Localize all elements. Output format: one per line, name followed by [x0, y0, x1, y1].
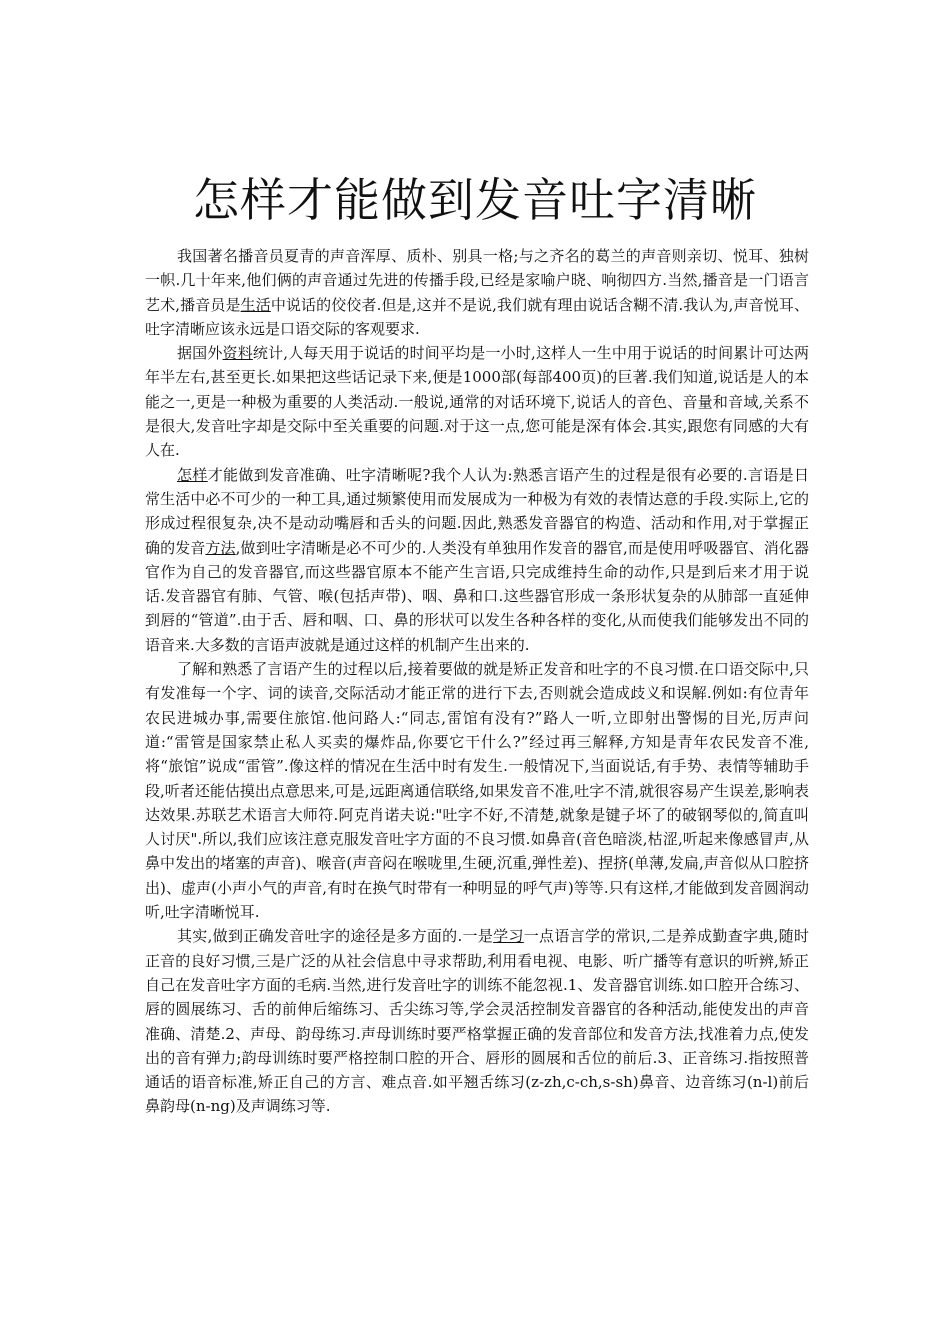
- underlined-term: 方法: [205, 538, 236, 557]
- paragraph-text: 我国著名播音员夏青的声音浑厚、质朴、别具一格;与之齐名的葛兰的声音则亲切、悦耳、独树一帜.几十年来,他们俩的声音通过先进的传播手段,已经是家喻户晓、响彻四方.当然,播音是一门语言艺术,播音员是: [145, 247, 809, 314]
- body-paragraph: [145, 341, 809, 462]
- underlined-term: 学习: [493, 927, 524, 946]
- paragraph-text: 了解和熟悉了言语产生的过程以后,接着要做的就是矫正发音和吐字的不良习惯.在口语交际中,只有发准每一个字、词的读音,交际活动才能正常的进行下去,否则就会造成歧义和误解.例如:有位青年农民进城办事,需要住旅馆.他问路人:“同志,雷馆有没有?”路人一听,立即射出警惕的目光,厉声问道:“雷管是国家禁止私人买卖的爆炸品,你要它干什么?”经过再三解释,方知是青年农民发音不准,将“旅馆”说成“雷管”.像这样的情况在生活中时有发生.一般情况下,当面说话,有手势、表情等辅助手段,听者还能估摸出点意思来,可是,远距离通信联络,如果发音不准,吐字不清,就很容易产生误差,影响表达效果.苏联艺术语言大师符.阿克肖诺夫说:"吐字不好,不清楚,就象是键子坏了的破钢琴似的,简直叫人讨厌".所以,我们应该注意克服发音吐字方面的不良习惯.如鼻音(音色暗淡,枯涩,听起来像感冒声,从鼻中发出的堵塞的声音)、喉音(声音闷在喉咙里,生硬,沉重,弹性差)、捏挤(单薄,发扁,声音似从口腔挤出)、虚声(小声小气的声音,有时在换气时带有一种明显的呼气声)等等.只有这样,才能做到发音圆润动听,吐字清晰悦耳.: [145, 660, 809, 922]
- underlined-term: 资料: [222, 344, 253, 363]
- paragraph-text: 其实,做到正确发音吐字的途径是多方面的.一是: [177, 927, 494, 946]
- paragraph-text: 才能做到发音准确、吐字清晰呢?我个人认为:熟悉言语产生的过程是很有必要的.言语是日常生活中必不可少的一种工具,通过频繁使用而发展成为一种极为有效的表情达意的手段.实际上,它的形成过程很复杂,决不是动动嘴唇和舌头的问题.因此,熟悉发音器官的构造、活动和作用,对于掌握正确的发音: [145, 465, 809, 557]
- underlined-term: 怎样: [177, 465, 208, 484]
- body-paragraph: [145, 924, 809, 1118]
- body-paragraph: [145, 244, 809, 341]
- paragraph-text: 中说话的佼佼者.但是,这并不是说,我们就有理由说话含糊不清.我认为,声音悦耳、吐字清晰应该永远是口语交际的客观要求.: [145, 295, 809, 338]
- body-paragraph: [145, 463, 809, 657]
- body-paragraph: [145, 657, 809, 924]
- paragraph-text: ,做到吐字清晰是必不可少的.人类没有单独用作发音的器官,而是使用呼吸器官、消化器官作为自己的发音器官,而这些器官原本不能产生言语,只完成维持生命的动作,只是到后来才用于说话.发音器官有肺、气管、喉(包括声带)、咽、鼻和口.这些器官形成一条形状复杂的从肺部一直延伸到唇的“管道”.由于舌、唇和咽、口、鼻的形状可以发生各种各样的变化,从而使我们能够发出不同的语音来.大多数的言语声波就是通过这样的机制产生出来的.: [145, 538, 809, 654]
- paragraph-text: 一点语言学的常识,二是养成勤查字典,随时正音的良好习惯,三是广泛的从社会信息中寻求帮助,利用看电视、电影、听广播等有意识的听辨,矫正自己在发音吐字方面的毛病.当然,进行发音吐字的训练不能忽视.1、发音器官训练.如口腔开合练习、唇的圆展练习、舌的前伸后缩练习、舌尖练习等,学会灵活控制发音器官的各种活动,能使发出的声音准确、清楚.2、声母、韵母练习.声母训练时要严格掌握正确的发音部位和发音方法,找准着力点,使发出的音有弹力;韵母训练时要严格控制口腔的开合、唇形的圆展和舌位的前后.3、正音练习.指按照普通话的语音标准,矫正自己的方言、难点音.如平翘舌练习(z-zh,c-ch,s-sh)鼻音、边音练习(n-l)前后鼻韵母(n-ng)及声调练习等.: [145, 927, 809, 1116]
- document-title: 怎样才能做到发音吐字清晰: [193, 173, 757, 227]
- paragraph-text: 据国外: [177, 344, 223, 363]
- document-body: [145, 244, 809, 1119]
- paragraph-text: 统计,人每天用于说话的时间平均是一小时,这样人一生中用于说话的时间累计可达两年半左右,甚至更长.如果把这些话记录下来,便是1000部(每部400页)的巨著.我们知道,说话是人的本能之一,更是一种极为重要的人类活动.一般说,通常的对话环境下,说话人的音色、音量和音域,关系不是很大,发音吐字却是交际中至关重要的问题.对于这一点,您可能是深有体会.其实,跟您有同感的大有人在.: [145, 344, 809, 460]
- underlined-term: 生活: [240, 295, 271, 314]
